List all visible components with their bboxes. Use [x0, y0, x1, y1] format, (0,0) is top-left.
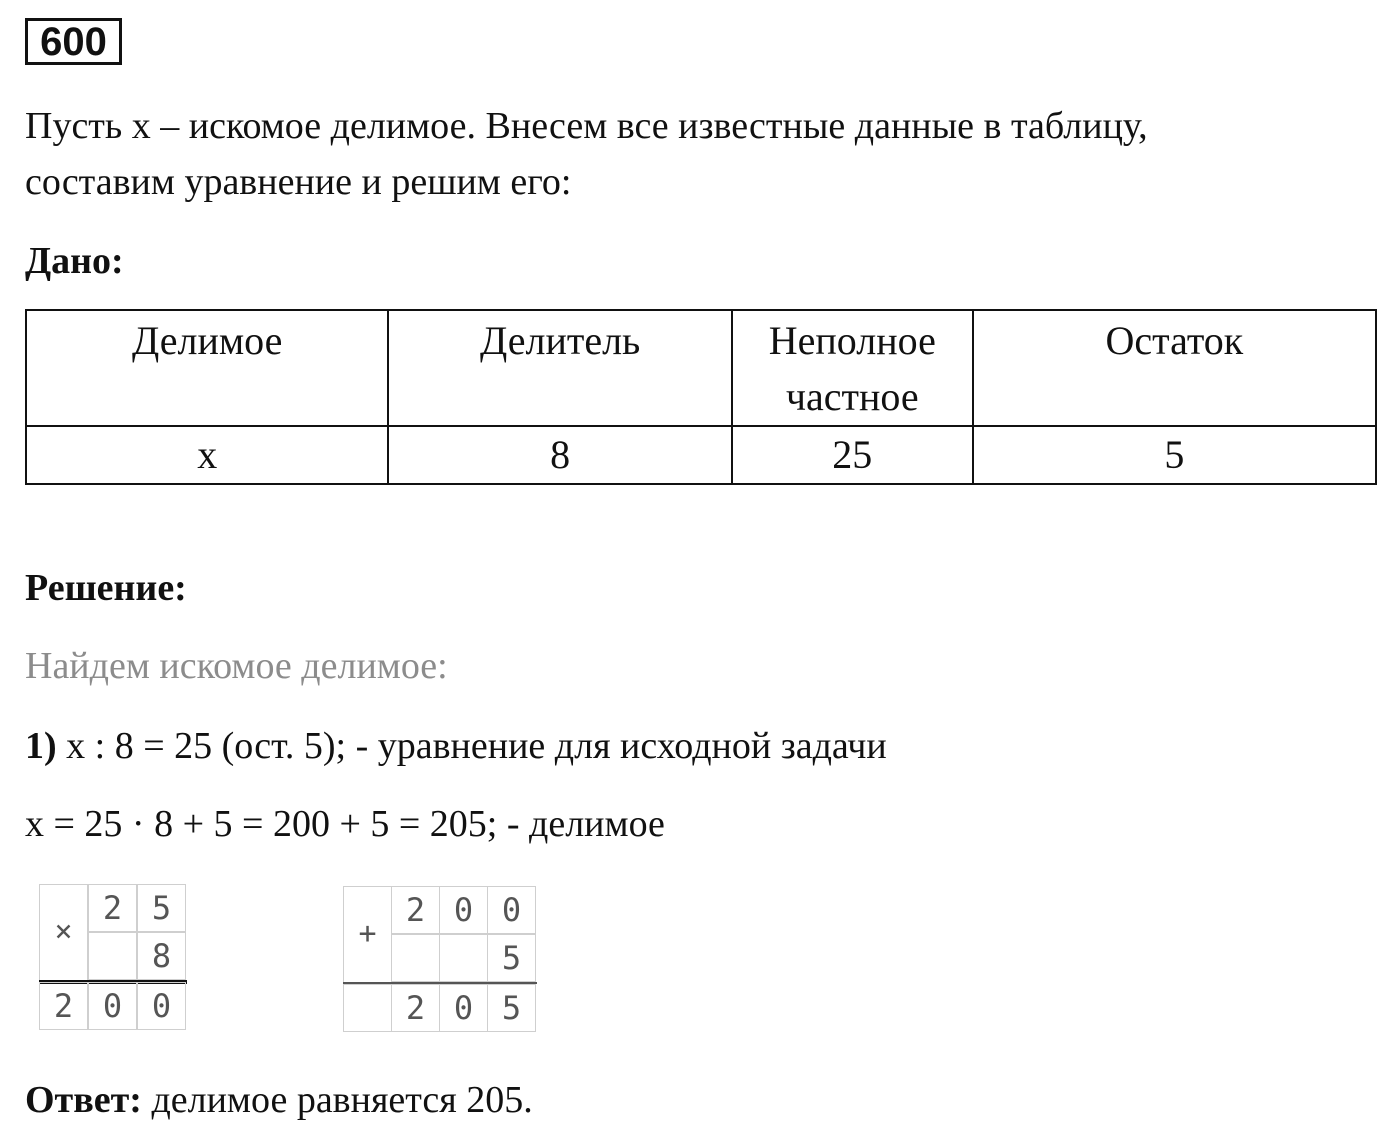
mult-res-c0: 2	[39, 982, 88, 1030]
plus-sign: +	[358, 916, 377, 951]
table-row	[26, 426, 1376, 484]
given-table	[25, 309, 1377, 485]
add-r2-c2	[439, 934, 488, 982]
header-dividend: Делимое	[26, 310, 388, 426]
column-multiplication	[39, 884, 187, 1030]
mult-r1-c2: 5	[137, 884, 186, 932]
add-res-c2: 0	[439, 984, 488, 1032]
header-divisor: Делитель	[388, 310, 731, 426]
given-heading: Дано:	[25, 240, 124, 282]
solution-heading: Решение:	[25, 567, 187, 609]
add-r1-c3: 0	[487, 886, 536, 934]
step-1-text: х : 8 = 25 (ост. 5); - уравнение для исходной задачи	[66, 725, 887, 767]
mult-res-c1: 0	[88, 982, 137, 1030]
value-quotient: 25	[732, 426, 973, 484]
add-r2-c1	[391, 934, 440, 982]
add-res-c1: 2	[391, 984, 440, 1032]
step-1	[25, 718, 887, 774]
add-r1-c2: 0	[439, 886, 488, 934]
step-2: х = 25 · 8 + 5 = 200 + 5 = 205; - делимое	[25, 803, 665, 845]
column-addition	[343, 886, 537, 1032]
solution-subheading: Найдем искомое делимое:	[25, 645, 448, 687]
task-number: 600	[25, 18, 122, 65]
value-divisor: 8	[388, 426, 731, 484]
table-header-row	[26, 310, 1376, 426]
add-res-c0	[343, 984, 392, 1032]
mult-r2-c1	[88, 932, 137, 980]
multiply-sign: ×	[54, 914, 73, 949]
header-remainder: Остаток	[973, 310, 1376, 426]
mult-r2-c2: 8	[137, 932, 186, 980]
answer	[25, 1072, 533, 1128]
answer-text: делимое равняется 205.	[151, 1079, 533, 1121]
intro-line-1: Пусть х – искомое делимое. Внесем все известные данные в таблицу,	[25, 105, 1148, 147]
value-dividend: х	[26, 426, 388, 484]
add-r1-c1: 2	[391, 886, 440, 934]
value-remainder: 5	[973, 426, 1376, 484]
answer-label: Ответ:	[25, 1079, 142, 1121]
intro-line-2: составим уравнение и решим его:	[25, 161, 572, 203]
mult-r1-c1: 2	[88, 884, 137, 932]
mult-res-c2: 0	[137, 982, 186, 1030]
header-quotient: Неполное частное	[732, 310, 973, 426]
step-1-label: 1)	[25, 725, 57, 767]
add-r2-c3: 5	[487, 934, 536, 982]
add-res-c3: 5	[487, 984, 536, 1032]
